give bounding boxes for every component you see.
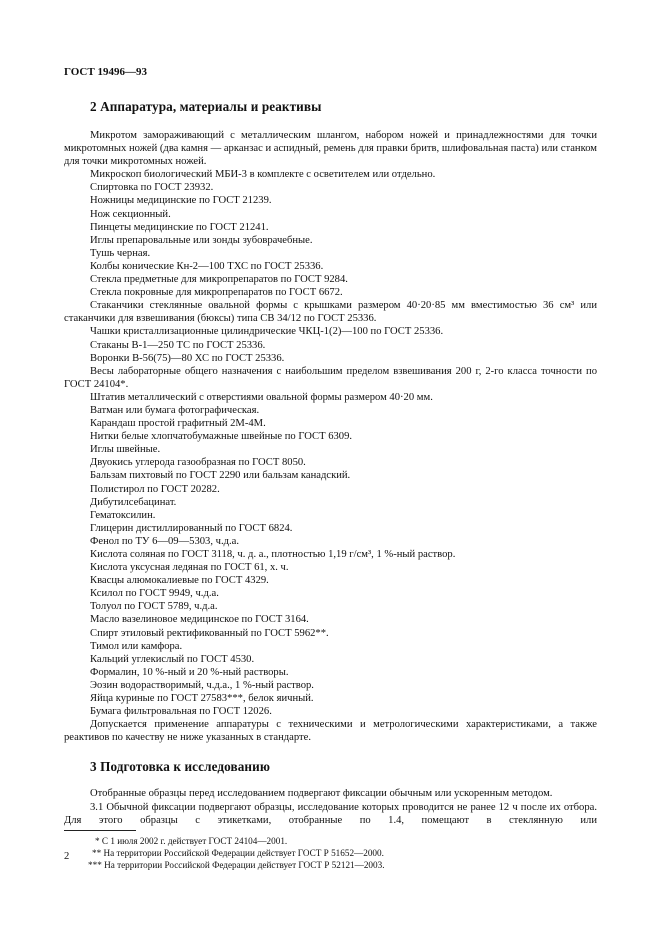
footnote: * С 1 июля 2002 г. действует ГОСТ 24104—2001. xyxy=(95,835,288,846)
footnote-divider xyxy=(64,830,136,831)
section-3-title: 3 Подготовка к исследованию xyxy=(90,759,270,775)
footnote: ** На территории Российской Федерации действует ГОСТ Р 51652—2000. xyxy=(92,847,384,858)
list-item: Стаканы В-1—250 ТС по ГОСТ 25336. xyxy=(90,339,266,351)
page-number: 2 xyxy=(64,851,70,862)
list-item: Масло вазелиновое медицинское по ГОСТ 3164. xyxy=(90,614,309,626)
list-item: Тушь черная. xyxy=(90,247,151,259)
list-item: Нож секционный. xyxy=(90,208,171,220)
list-item: Кислота уксусная ледяная по ГОСТ 61, х. ч. xyxy=(90,562,289,574)
list-item: Карандаш простой графитный 2М-4М. xyxy=(90,418,266,430)
section-2-title: 2 Аппаратура, материалы и реактивы xyxy=(90,99,322,114)
list-item: Допускается применение аппаратуры с техническими и метрологическими характеристиками, а также реактивов по качеству не ниже указанных в стандарте. xyxy=(64,719,597,744)
document-code: ГОСТ 19496—93 xyxy=(64,66,147,78)
list-item: Кальций углекислый по ГОСТ 4530. xyxy=(90,653,255,665)
list-item: Микроскоп биологический МБИ-3 в комплекте с осветителем или отдельно. xyxy=(90,169,436,181)
section-2-list xyxy=(64,129,597,744)
list-item: Глицерин дистиллированный по ГОСТ 6824. xyxy=(90,522,293,534)
list-item: Ксилол по ГОСТ 9949, ч.д.а. xyxy=(90,588,219,600)
body-paragraph: Отобранные образцы перед исследованием подвергают фиксации обычным или ускоренным методом. xyxy=(90,788,553,800)
list-item: Бумага фильтровальная по ГОСТ 12026. xyxy=(90,706,272,718)
list-item: Штатив металлический с отверстиями овальной формы размером 40·20 мм. xyxy=(90,391,433,403)
list-item: Двуокись углерода газообразная по ГОСТ 8050. xyxy=(90,457,306,469)
list-item: Полистирол по ГОСТ 20282. xyxy=(90,483,220,495)
list-item: Формалин, 10 %-ный и 20 %-ный растворы. xyxy=(90,666,289,678)
list-item: Тимол или камфора. xyxy=(90,640,183,652)
footnotes xyxy=(64,835,597,871)
list-item: Иглы швейные. xyxy=(90,444,161,456)
list-item: Толуол по ГОСТ 5789, ч.д.а. xyxy=(90,601,218,613)
list-item: Спирт этиловый ректификованный по ГОСТ 5962**. xyxy=(90,627,329,639)
list-item: Стекла предметные для микропрепаратов по ГОСТ 9284. xyxy=(90,274,348,286)
list-item: Квасцы алюмокалиевые по ГОСТ 4329. xyxy=(90,575,269,587)
list-item: Нитки белые хлопчатобумажные швейные по ГОСТ 6309. xyxy=(90,431,353,443)
list-item: Иглы препаровальные или зонды зубоврачебные. xyxy=(90,234,313,246)
list-item: Фенол по ТУ 6—09—5303, ч.д.а. xyxy=(90,535,239,547)
list-item: Ножницы медицинские по ГОСТ 21239. xyxy=(90,195,272,207)
list-item: Бальзам пихтовый по ГОСТ 2290 или бальзам канадский. xyxy=(90,470,351,482)
list-item: Стекла покровные для микропрепаратов по ГОСТ 6672. xyxy=(90,287,343,299)
list-item: Воронки В-56(75)—80 ХС по ГОСТ 25336. xyxy=(90,352,285,364)
list-item: Спиртовка по ГОСТ 23932. xyxy=(90,182,214,194)
list-item: Колбы конические Кн-2—100 ТХС по ГОСТ 25336. xyxy=(90,260,324,272)
list-item: Дибутилсебацинат. xyxy=(90,496,177,508)
list-item: Микротом замораживающий с металлическим шлангом, набором ножей и принадлежностями для точки микротомных ножей (два камня — арканзас и аспидный, ремень для правки бритв, шлифовальная паста) или станком для точки микротомных ножей. xyxy=(64,130,597,168)
list-item: Чашки кристаллизационные цилиндрические ЧКЦ-1(2)—100 по ГОСТ 25336. xyxy=(90,326,444,338)
body-paragraph: 3.1 Обычной фиксации подвергают образцы, исследование которых проводится не ранее 12 ч после их отбора. Для этого образцы с этикетками, отобранные по 1.4, помещают в стеклянную или xyxy=(64,801,597,826)
list-item: Эозин водорастворимый, ч.д.а., 1 %-ный раствор. xyxy=(90,679,314,691)
footnote: *** На территории Российской Федерации действует ГОСТ Р 52121—2003. xyxy=(88,859,385,870)
list-item: Кислота соляная по ГОСТ 3118, ч. д. а., плотностью 1,19 г/см³, 1 %-ный раствор. xyxy=(90,549,456,560)
list-item: Ватман или бумага фотографическая. xyxy=(90,404,260,416)
list-item: Пинцеты медицинские по ГОСТ 21241. xyxy=(90,221,269,233)
list-item: Весы лабораторные общего назначения с наибольшим пределом взвешивания 200 г, 2-го класса точности по ГОСТ 24104*. xyxy=(64,365,597,390)
list-item: Стаканчики стеклянные овальной формы с крышками размером 40·20·85 мм вместимостью 36 см³ или стаканчики для взвешивания (бюксы) типа СВ 34/12 по ГОСТ 25336. xyxy=(64,300,597,325)
list-item: Яйца куриные по ГОСТ 27583***, белок яичный. xyxy=(90,693,314,705)
list-item: Гематоксилин. xyxy=(90,509,156,521)
